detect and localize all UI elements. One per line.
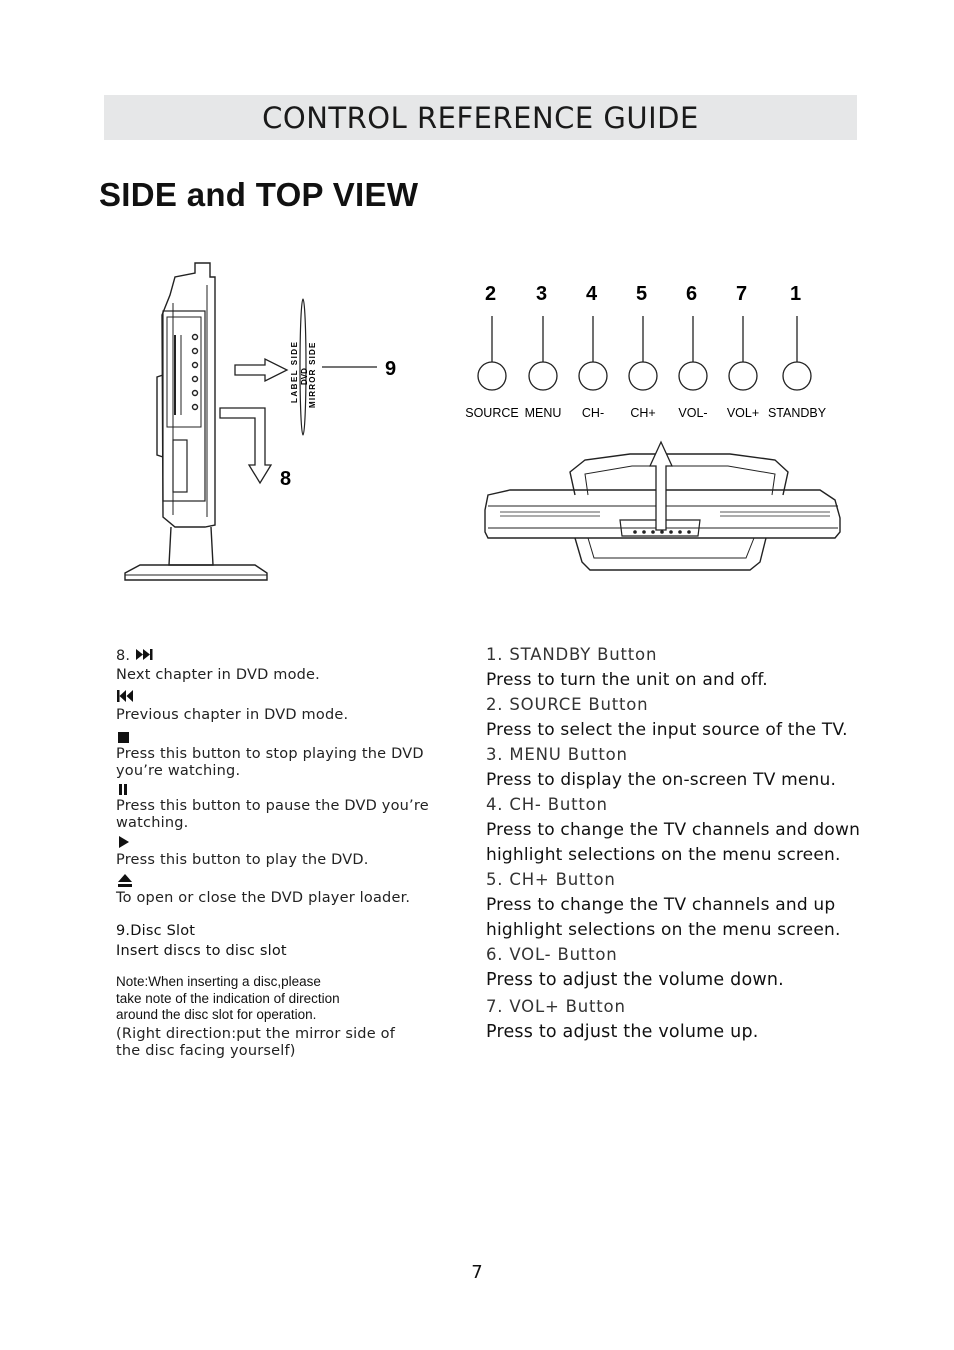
vol-plus-text: Press to adjust the volume up. (486, 1022, 759, 1042)
button-circle-ch-minus (579, 362, 607, 390)
banner-title: CONTROL REFERENCE GUIDE (262, 101, 699, 135)
callout-8: 8 (280, 468, 292, 490)
ch-plus-text-1: Press to change the TV channels and up (486, 895, 836, 915)
button-number-6: 6 (686, 283, 698, 305)
button-label: VOL- (678, 406, 708, 420)
ch-plus-heading: 5. CH+ Button (486, 870, 616, 889)
stop-desc-1: Press this button to stop playing the DVD (116, 746, 424, 762)
source-heading: 2. SOURCE Button (486, 695, 649, 714)
ch-plus-text-2: highlight selections on the menu screen. (486, 920, 841, 940)
button-label: MENU (524, 406, 562, 420)
menu-text: Press to display the on-screen TV menu. (486, 770, 837, 790)
vol-plus-heading: 7. VOL+ Button (486, 997, 626, 1016)
button-label: CH- (581, 406, 605, 420)
item8-title: 8. (116, 648, 131, 664)
ch-minus-text-2: highlight selections on the menu screen. (486, 845, 841, 865)
vol-minus-heading: 6. VOL- Button (486, 945, 618, 964)
button-number-5: 5 (636, 283, 648, 305)
button-label: STANDBY (767, 406, 827, 420)
page-heading: SIDE and TOP VIEW (99, 176, 419, 213)
button-number-7: 7 (736, 283, 748, 305)
menu-heading: 3. MENU Button (486, 745, 628, 764)
item8-row (116, 648, 456, 667)
play-icon (116, 835, 130, 849)
disc-label-side-text: LABEL SIDE (290, 340, 299, 403)
source-text: Press to select the input source of the TV. (486, 720, 848, 740)
note-line-5: the disc facing yourself) (116, 1042, 296, 1059)
button-number-4: 4 (586, 283, 598, 305)
previous-chapter-icon (116, 689, 134, 703)
item9-title: 9.Disc Slot (116, 923, 196, 939)
button-label: SOURCE (465, 406, 519, 420)
side-view-illustration (115, 255, 425, 595)
pause-desc-1: Press this button to pause the DVD you’re (116, 798, 429, 814)
previous-chapter-desc: Previous chapter in DVD mode. (116, 707, 349, 723)
button-circle-vol-minus (679, 362, 707, 390)
eject-desc: To open or close the DVD player loader. (116, 890, 411, 906)
top-view-illustration (460, 270, 860, 590)
play-icon-row (116, 835, 456, 852)
button-number-2: 2 (485, 283, 497, 305)
page-number: 7 (471, 1262, 483, 1283)
next-chapter-desc: Next chapter in DVD mode. (116, 667, 320, 683)
pause-icon (116, 783, 130, 796)
button-circle-ch-minusplus (629, 362, 657, 390)
eject-icon-row (116, 873, 456, 890)
stop-icon-row (116, 731, 456, 746)
button-circle-vol-minusplus (729, 362, 757, 390)
next-chapter-icon (135, 648, 153, 661)
note-line-2: take note of the indication of direction (116, 990, 340, 1006)
button-number-1: 1 (790, 283, 802, 305)
play-desc: Press this button to play the DVD. (116, 852, 369, 868)
eject-icon (116, 873, 134, 888)
stop-icon (116, 731, 130, 744)
prev-chapter-icon-row (116, 689, 456, 707)
pause-icon-row (116, 783, 456, 798)
button-circle-source (478, 362, 506, 390)
button-label: VOL+ (726, 406, 760, 420)
left-column (116, 648, 456, 1060)
vol-minus-text: Press to adjust the volume down. (486, 970, 784, 990)
note-line-1: Note:When inserting a disc,please (116, 974, 321, 989)
section-banner (104, 95, 857, 140)
callout-9: 9 (385, 358, 397, 380)
disc-dvd-text: DVD (300, 368, 309, 385)
standby-heading: 1. STANDBY Button (486, 645, 658, 664)
ch-minus-heading: 4. CH- Button (486, 795, 608, 814)
right-column (486, 644, 866, 1046)
disc-mirror-side-text: MIRROR SIDE (308, 341, 317, 408)
standby-text: Press to turn the unit on and off. (486, 670, 768, 690)
note-line-3: around the disc slot for operation. (116, 1007, 317, 1022)
button-circle-menu (529, 362, 557, 390)
button-label: CH+ (630, 406, 656, 420)
stop-desc-2: you’re watching. (116, 763, 241, 779)
button-circle-standby (783, 362, 811, 390)
item9-desc: Insert discs to disc slot (116, 943, 287, 959)
ch-minus-text-1: Press to change the TV channels and down (486, 820, 861, 840)
button-number-3: 3 (536, 283, 548, 305)
pause-desc-2: watching. (116, 815, 189, 831)
note-line-4: (Right direction:put the mirror side of (116, 1025, 396, 1042)
